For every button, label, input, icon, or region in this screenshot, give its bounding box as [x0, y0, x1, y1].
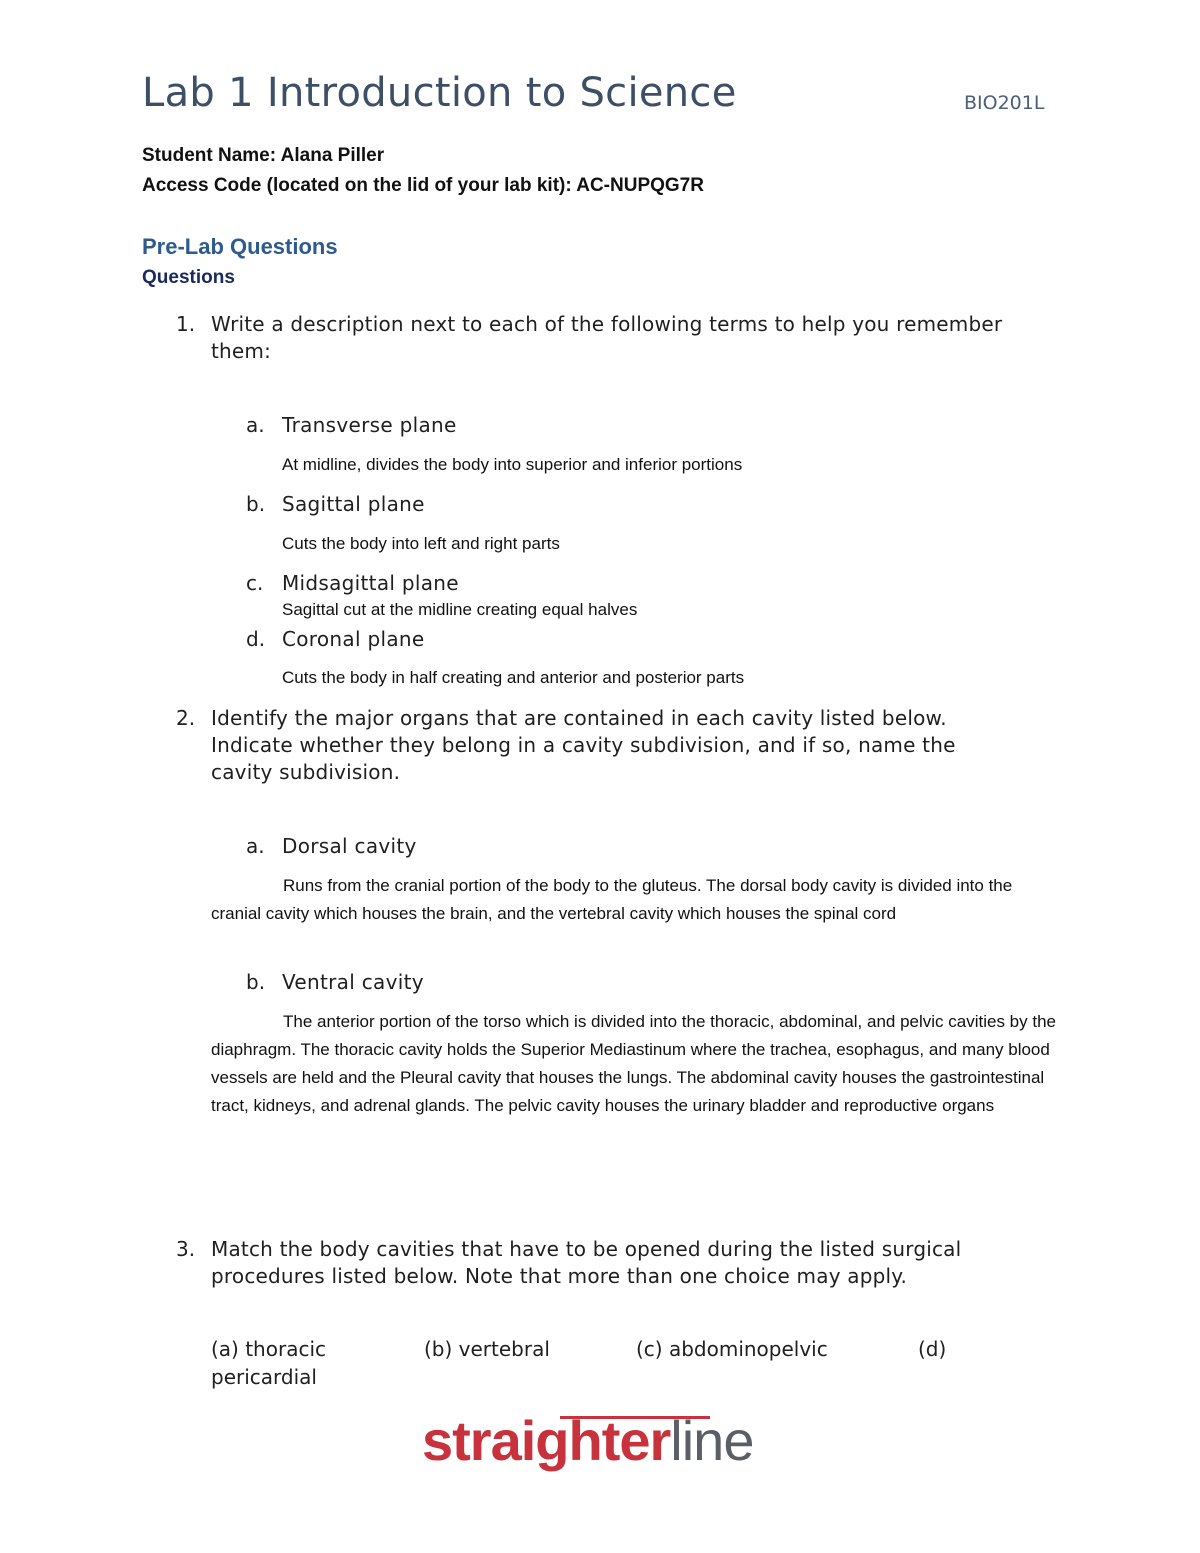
course-code: BIO201L — [964, 92, 1045, 114]
question-text-line: them: — [211, 339, 272, 363]
answer-text: Cuts the body into left and right parts — [282, 534, 560, 553]
choice-item: (d) — [918, 1337, 947, 1361]
answer-text: Cuts the body in half creating and anterior and posterior parts — [282, 668, 745, 687]
item-letter: a. — [246, 413, 265, 437]
section-heading: Pre-Lab Questions — [142, 234, 338, 259]
answer-text: Sagittal cut at the midline creating equal halves — [282, 600, 638, 619]
logo-light-text: line — [670, 1409, 754, 1472]
straighterline-logo — [422, 1408, 753, 1473]
answer-text: Runs from the cranial portion of the body to the gluteus. The dorsal body cavity is divided into the cranial cavity which houses the brain, and the vertebral cavity which houses the spinal cord — [211, 876, 1013, 923]
item-label: Midsagittal plane — [282, 571, 459, 595]
item-letter: a. — [246, 834, 265, 858]
question-number: 1. — [176, 312, 196, 336]
item-letter: c. — [246, 571, 264, 595]
page-title: Lab 1 Introduction to Science — [142, 70, 737, 116]
question-text-line: Indicate whether they belong in a cavity subdivision, and if so, name the — [211, 733, 956, 757]
question-text-line: Match the body cavities that have to be opened during the listed surgical — [211, 1237, 962, 1261]
question-text-line: Write a description next to each of the following terms to help you remember — [211, 312, 1003, 336]
item-label: Transverse plane — [282, 413, 457, 437]
choice-item: (b) vertebral — [424, 1337, 550, 1361]
question-number: 3. — [176, 1237, 196, 1261]
item-label: Coronal plane — [282, 627, 425, 651]
question-text-line: procedures listed below. Note that more than one choice may apply. — [211, 1264, 908, 1288]
answer-text: The anterior portion of the torso which is divided into the thoracic, abdominal, and pelvic cavities by the diaphragm. The thoracic cavity holds the Superior Mediastinum where the trachea, esophagus, and many blood vessels are held and the Pleural cavity that houses the lungs. The abdominal cavity houses the gastrointestinal tract, kidneys, and adrenal glands. The pelvic cavity houses the urinary bladder and reproductive organs — [211, 1012, 1056, 1115]
logo-bold-text: straighter — [422, 1409, 671, 1472]
answer-text: At midline, divides the body into superior and inferior portions — [282, 455, 743, 474]
choice-item: (a) thoracic — [211, 1337, 326, 1361]
item-letter: b. — [246, 970, 266, 994]
item-label: Sagittal plane — [282, 492, 425, 516]
access-code: Access Code (located on the lid of your lab kit): AC-NUPQG7R — [142, 175, 704, 196]
question-number: 2. — [176, 706, 196, 730]
item-label: Dorsal cavity — [282, 834, 417, 858]
item-letter: d. — [246, 627, 266, 651]
question-text-line: cavity subdivision. — [211, 760, 401, 784]
item-label: Ventral cavity — [282, 970, 424, 994]
question-text-line: Identify the major organs that are contained in each cavity listed below. — [211, 706, 947, 730]
section-subheading: Questions — [142, 267, 235, 288]
choice-item: (c) abdominopelvic — [636, 1337, 828, 1361]
student-name: Student Name: Alana Piller — [142, 145, 385, 166]
item-letter: b. — [246, 492, 266, 516]
choice-item: pericardial — [211, 1365, 317, 1389]
